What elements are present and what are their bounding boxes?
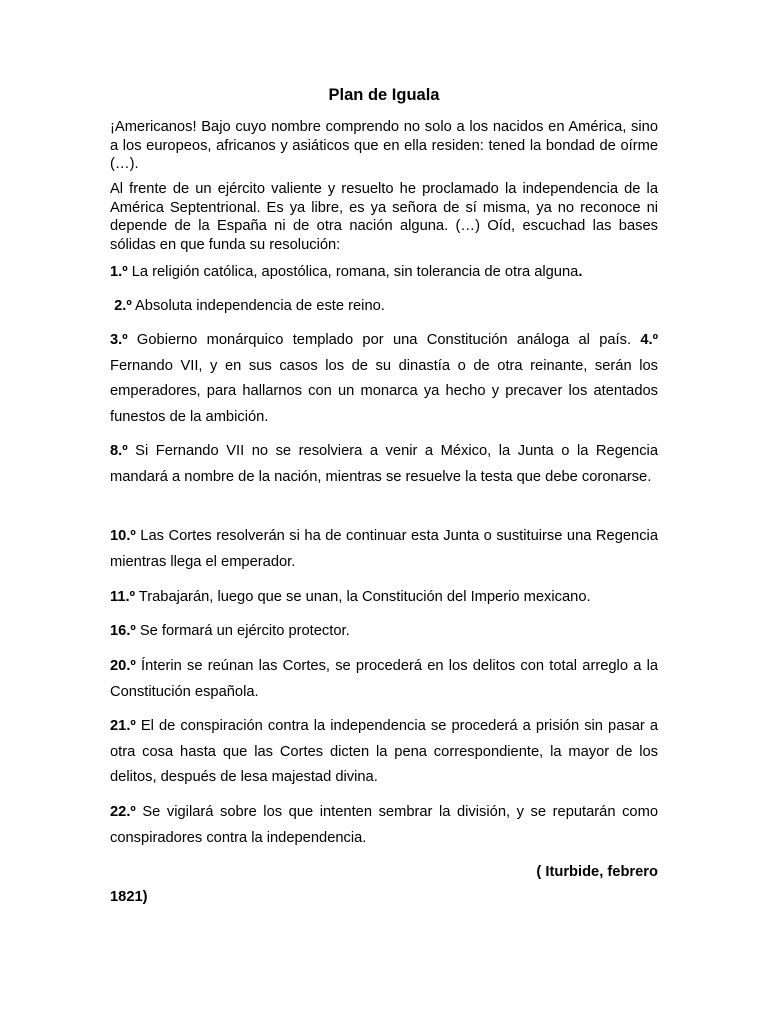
article-number: 10.º (110, 528, 136, 544)
intro-paragraph: ¡Americanos! Bajo cuyo nombre comprendo no solo a los nacidos en América, sino a los europeos, africanos y asiáticos que en ella residen: tened la bondad de oírme (…). (110, 119, 658, 172)
article-11 (110, 585, 658, 611)
article-8 (110, 439, 658, 490)
article-number: 20.º (110, 658, 136, 674)
article-20 (110, 654, 658, 705)
article-text: Si Fernando VII no se resolviera a venir a México, la Junta o la Regencia mandará a nombre de la nación, mientras se resuelve la testa que debe coronarse. (110, 443, 658, 485)
article-text: Trabajarán, luego que se unan, la Constitución del Imperio mexicano. (134, 589, 591, 605)
article-10 (110, 524, 658, 575)
article-number: 2.º (114, 298, 132, 314)
article-21 (110, 714, 658, 791)
article-text: Se formará un ejército protector. (135, 623, 350, 639)
article-text: Absoluta independencia de este reino. (131, 298, 385, 314)
article-number: 21.º (110, 718, 136, 734)
document-title: Plan de Iguala (328, 86, 440, 104)
article-16 (110, 619, 658, 645)
article-text: Fernando VII, y en sus casos los de su dinastía o de otra reinante, serán los emperadores, para hallarnos con un monarca ya hecho y precaver los atentados funestos de la ambición. (110, 357, 658, 425)
article-2 (110, 294, 658, 320)
article-text: Ínterin se reúnan las Cortes, se procederá en los delitos con total arreglo a la Constitución española. (110, 658, 658, 700)
signature-year: 1821) (110, 889, 148, 905)
article-1 (110, 260, 658, 286)
article-number: 8.º (110, 443, 128, 459)
article-text: Las Cortes resolverán si ha de continuar esta Junta o sustituirse una Regencia mientras llega el emperador. (110, 528, 658, 570)
article-text: El de conspiración contra la independencia se procederá a prisión sin pasar a otra cosa hasta que las Cortes dicten la pena correspondiente, la mayor de los delitos, después de lesa majestad divina. (110, 718, 658, 785)
article-text: Se vigilará sobre los que intenten sembrar la división, y se reputarán como conspiradores contra la independencia. (110, 804, 658, 846)
article-number: 4.º (640, 332, 658, 348)
article-text: La religión católica, apostólica, romana, sin tolerancia de otra alguna (127, 264, 579, 280)
article-number: 22.º (110, 804, 136, 820)
article-number: 3.º (110, 332, 128, 348)
intro-paragraph: Al frente de un ejército valiente y resuelto he proclamado la independencia de la América Septentrional. Es ya libre, es ya señora de sí misma, ya no reconoce ni depende de la España ni de otra nación alguna. (…) Oíd, escuchad las bases sólidas en que funda su resolución: (110, 181, 658, 253)
article-number: 11.º (110, 589, 135, 605)
signature-line: ( Iturbide, febrero (536, 864, 658, 880)
article-22 (110, 800, 658, 851)
article-number: 16.º (110, 623, 136, 639)
article-3-4 (110, 328, 658, 430)
article-text: Gobierno monárquico templado por una Constitución análoga al país. (127, 332, 641, 348)
article-number: 1.º (110, 264, 128, 280)
article-trailing-period: . (578, 264, 583, 280)
